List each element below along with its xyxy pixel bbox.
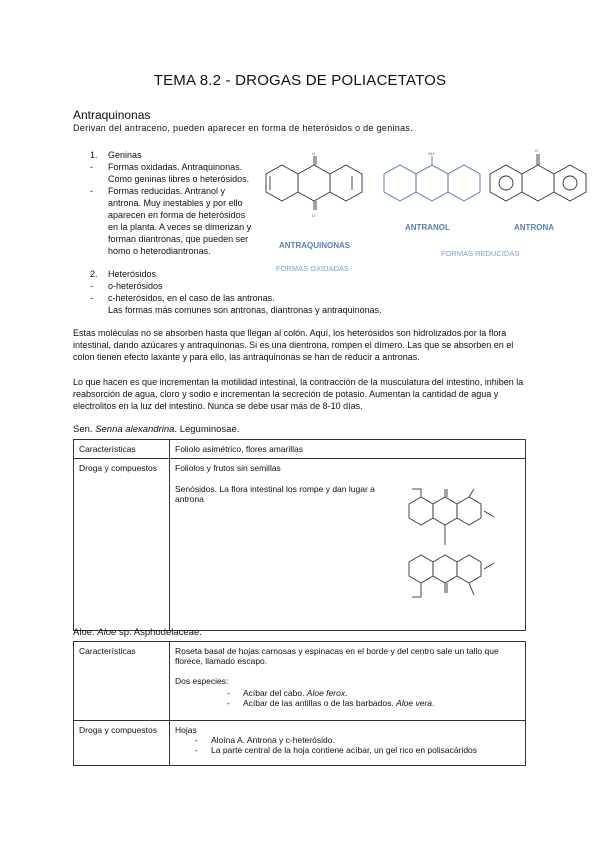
list-item: Formas reducidas. Antranol y: [108, 186, 226, 196]
paragraph-line: electrolitos en la luz del intestino. Nunca se debe usar más de 8-10 días.: [73, 401, 363, 411]
section-intro: Derivan del antraceno, pueden aparecer en forma de heterósidos o de geninas.: [73, 123, 414, 133]
table-cell-label: Características: [74, 642, 170, 721]
list-heading-heterosidos: Heterósidos: [108, 269, 157, 279]
table-row: [74, 459, 526, 631]
list-number-2: 2.: [90, 269, 98, 279]
oxygen-label: O: [312, 151, 316, 156]
table-cell-value: [170, 721, 526, 766]
list-item: [175, 688, 520, 698]
list-item: Como geninas libres o heterósidos.: [108, 174, 250, 184]
list-item: [175, 735, 520, 745]
paragraph-line: reabsorción de agua, cloro y sodio e incrementan la secreción de potasio. Aumentan la cantidad de agua y: [73, 389, 499, 399]
punctuation: .: [432, 698, 435, 708]
table-cell-label: Características: [74, 440, 170, 459]
caption-formas-reducidas: FORMAS REDUCIDAS: [441, 249, 520, 258]
species-text: Acíbar de las antillas o de las barbados.: [243, 698, 397, 708]
aloe-prefix: Aloe.: [73, 627, 98, 638]
page-title: TEMA 8.2 - DROGAS DE POLIACETATOS: [153, 72, 447, 89]
species-latin: Aloe ferox: [306, 688, 346, 698]
anthraquinone-structure: [266, 156, 362, 210]
aloe-caracteristicas-cont: florece, llamado escapo.: [175, 656, 268, 666]
aloe-especies-heading: Dos especies:: [175, 676, 229, 686]
list-item: [175, 745, 520, 755]
oxygen-label: O: [312, 213, 316, 218]
anthrone-structure: [490, 154, 586, 201]
list-number-1: 1.: [90, 150, 98, 160]
anthranol-structure: [384, 156, 480, 201]
paragraph-line: intestinal, dando azúcares y antraquinonas. Si es una dientrona, rompen el dímero. Las que se absorben en el: [73, 340, 514, 350]
paragraph-line: Lo que hacen es que incrementan la motilidad intestinal, la contracción de la musculatura del intestino, inhiben la: [73, 377, 524, 387]
table-row: [74, 642, 526, 721]
paragraph-line: colon tienen efecto laxante y para ello, las antraquinonas se han de reducir a antronas.: [73, 352, 420, 362]
list-item: Formas oxidadas. Antraquinonas.: [108, 162, 243, 172]
sen-compuestos-cont: antrona: [175, 494, 204, 504]
list-item: o-heterósidos: [108, 281, 163, 291]
aloe-heading: [73, 627, 202, 638]
sennoside-structure: [402, 469, 517, 624]
aloe-suffix: sp. Asphodelaceae.: [116, 627, 202, 638]
aloe-caracteristicas: Roseta basal de hojas carnosas y espinacas en el borde y del centro sale un tallo que: [175, 646, 499, 656]
bullet-dash: -: [227, 698, 230, 708]
species-text: Acíbar del cabo.: [243, 688, 307, 698]
hydroxyl-label: OH: [428, 151, 434, 156]
bullet-dash: -: [90, 293, 93, 303]
list-item: Las formas más comunes son antronas, diantronas y antraquinonas.: [108, 305, 382, 315]
table-row: [74, 440, 526, 459]
sen-heading: [73, 424, 239, 435]
sen-compuestos: Senósidos. La flora intestinal los rompe y dan lugar a: [175, 484, 375, 494]
caption-formas-oxidadas: FORMAS OXIDADAS: [276, 264, 349, 273]
aloe-table: [73, 641, 526, 766]
list-item-text: La parte central de la hoja contiene acíbar, un gel rico en polisacáridos: [211, 745, 478, 755]
list-item: en la planta. A veces se dimerizan y: [108, 222, 252, 232]
table-row: [74, 721, 526, 766]
sen-table: [73, 439, 526, 631]
list-item: [175, 698, 520, 708]
anthraquinone-structures-figure: [262, 146, 600, 274]
bullet-dash: -: [90, 281, 93, 291]
sen-prefix: Sen.: [73, 424, 96, 435]
bullet-dash: -: [90, 162, 93, 172]
table-cell-value: [170, 459, 526, 631]
list-item: c-heterósidos, en el caso de las antronas.: [108, 293, 275, 303]
table-cell-value: [170, 642, 526, 721]
oxygen-label: O: [535, 148, 539, 153]
label-antraquinonas: ANTRAQUINONAS: [279, 241, 351, 250]
species-latin: Aloe vera: [396, 698, 433, 708]
list-heading-geninas: Geninas: [108, 150, 142, 160]
bullet-dash: -: [195, 735, 198, 745]
sen-species: Senna alexandrina: [95, 424, 175, 435]
table-cell-value: Foliolo asimétrico, flores amarillas: [170, 440, 526, 459]
bullet-dash: -: [90, 186, 93, 196]
punctuation: .: [345, 688, 348, 698]
aloe-genus: Aloe: [97, 627, 117, 638]
paragraph-line: Estas moléculas no se absorben hasta que llegan al colón. Aquí, los heterósidos son hidrolizados por la flora: [73, 328, 507, 338]
bullet-dash: -: [195, 745, 198, 755]
table-cell-label: Droga y compuestos: [74, 459, 170, 631]
bullet-dash: -: [227, 688, 230, 698]
list-item: antrona. Muy inestables y por ello: [108, 198, 243, 208]
aloe-droga: Hojas: [175, 725, 197, 735]
sen-droga: Foliolos y frutos sin semillas: [175, 463, 281, 473]
label-antranol: ANTRANOL: [405, 223, 450, 232]
list-item: homo o heterodiantronas.: [108, 246, 211, 256]
label-antrona: ANTRONA: [514, 223, 554, 232]
sen-suffix: . Leguminosae.: [174, 424, 240, 435]
list-item-text: Aloína A. Antrona y c-heterósido.: [211, 735, 335, 745]
list-item: forman diantronas, que pueden ser: [108, 234, 249, 244]
list-item: aparecen en forma de heterósidos: [108, 210, 246, 220]
table-cell-label: Droga y compuestos: [74, 721, 170, 766]
section-heading: Antraquinonas: [73, 108, 151, 122]
